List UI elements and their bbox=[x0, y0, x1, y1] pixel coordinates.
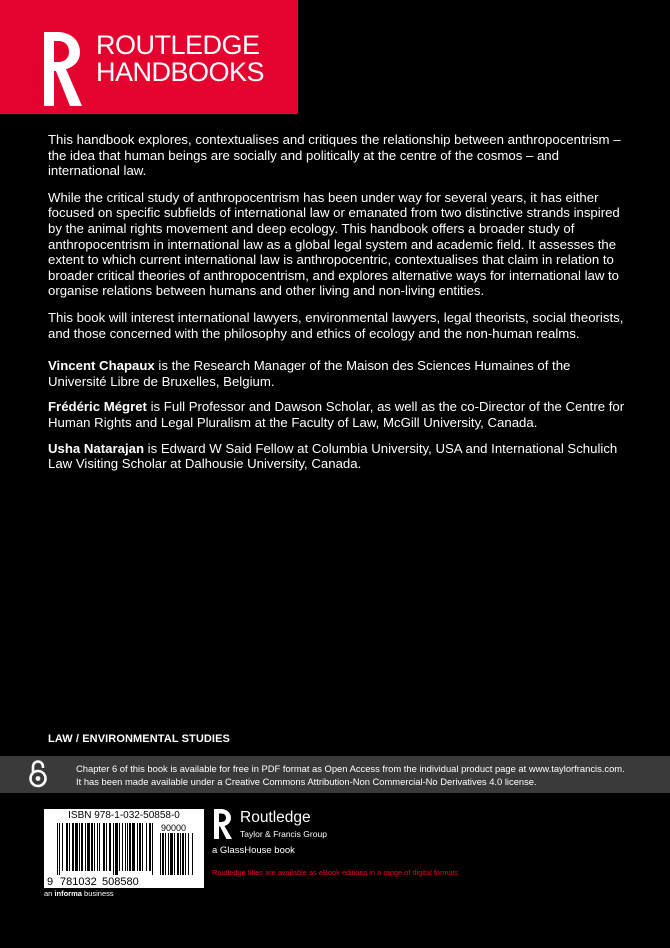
series-banner bbox=[0, 0, 298, 114]
barcode-bar bbox=[115, 823, 118, 875]
author-bio-text: is the Research Manager of the Maison des Sciences Humaines of the Université Libre de Bruxelles, Belgium. bbox=[48, 358, 571, 389]
barcode-bar bbox=[103, 823, 105, 871]
author-bio-text: is Edward W Said Fellow at Columbia University, USA and International Schulich Law Visiting Scholar at Dalhousie University, Canada. bbox=[48, 440, 618, 472]
barcode-addon-bar bbox=[174, 833, 175, 875]
barcode-bar bbox=[109, 823, 111, 871]
barcode-bar bbox=[139, 823, 141, 871]
ebook-availability-note: Routledge titles are available as eBook editions in a range of digital formats bbox=[212, 868, 459, 877]
open-access-icon bbox=[28, 760, 48, 788]
barcode-addon-bar bbox=[192, 833, 193, 875]
informa-tagline bbox=[44, 889, 114, 898]
barcode-bar bbox=[142, 823, 143, 871]
barcode-bar bbox=[62, 823, 63, 871]
barcode-bar bbox=[127, 823, 128, 871]
series-title-line2: HANDBOOKS bbox=[96, 57, 265, 87]
author-bio-2 bbox=[48, 399, 628, 430]
barcode-bar bbox=[113, 823, 114, 875]
subject-category: LAW / ENVIRONMENTAL STUDIES bbox=[48, 733, 230, 745]
barcode-bar bbox=[94, 823, 95, 871]
routledge-logo-icon bbox=[33, 28, 88, 110]
logo-vertical-text: Routledge bbox=[33, 68, 42, 108]
barcode-bar bbox=[79, 823, 80, 871]
barcode-bar bbox=[137, 823, 138, 871]
barcode-addon-bar bbox=[188, 833, 189, 875]
barcode-bar bbox=[69, 823, 70, 871]
barcode-bar bbox=[72, 823, 74, 871]
informa-suffix: business bbox=[81, 889, 114, 898]
barcode-bar bbox=[132, 823, 135, 871]
barcode-bar bbox=[149, 823, 151, 871]
barcode-graphic bbox=[44, 809, 204, 888]
barcode-bar bbox=[146, 823, 147, 871]
author-name: Vincent Chapaux bbox=[48, 358, 155, 374]
barcode-addon-bar bbox=[160, 833, 161, 875]
open-access-line-2: It has been made available under a Creative Commons Attribution-Non Commercial-No Derivatives 4.0 license. bbox=[76, 775, 537, 787]
author-name: Usha Natarajan bbox=[48, 440, 145, 456]
blurb-paragraph-3: This book will interest international lawyers, environmental lawyers, legal theorists, social theorists, and those concerned with the philosophy and ethics of ecology and the non-human realms. bbox=[48, 309, 624, 341]
barcode-bar bbox=[85, 823, 86, 871]
author-bio-text: is Full Professor and Dawson Scholar, as well as the co-Director of the Centre for Human Rights and Legal Pluralism at the Faculty of Law, McGill University, Canada. bbox=[48, 399, 625, 430]
isbn-label: ISBN 978-1-032-50858-0 bbox=[68, 810, 180, 821]
barcode-digits-left: 781032 bbox=[60, 876, 97, 888]
blurb-paragraph-1: This handbook explores, contextualises and critiques the relationship between anthropocentrism – the idea that human beings are socially and politically at the centre of the cosmos – and international law. bbox=[48, 132, 621, 179]
barcode-bar bbox=[122, 823, 123, 871]
blurb-paragraph-2: While the critical study of anthropocentrism has been under way for several years, it has either focused on specific subfields of international law or emanated from two distinctive strands inspired by the animal rights movement and deep ecology. This handbook offers a broader study of anthropocentrism in international law as a global legal system and academic field. It assesses the extent to which current international law is anthropocentric, contextualises that claim in relation to broader critical theories of anthropocentrism, and explores alternative ways for international law to organise relations between humans and other living and non-living entities. bbox=[48, 189, 620, 299]
barcode-bar bbox=[99, 823, 100, 871]
publisher-logo-icon bbox=[212, 808, 234, 840]
series-title bbox=[96, 32, 264, 86]
barcode-bar bbox=[75, 823, 78, 871]
barcode-bar bbox=[129, 823, 131, 871]
author-bio-3 bbox=[48, 441, 628, 472]
barcode-addon-bar bbox=[165, 833, 166, 875]
barcode-bar bbox=[97, 823, 98, 871]
isbn-barcode bbox=[44, 809, 204, 888]
barcode-addon-bar bbox=[170, 833, 173, 875]
open-access-band bbox=[0, 756, 670, 793]
barcode-bar bbox=[119, 823, 120, 871]
barcode-bar bbox=[106, 823, 107, 871]
barcode-bar bbox=[59, 823, 60, 875]
open-access-line-1: Chapter 6 of this book is available for free in PDF format as Open Access from the individual product page at www.taylorfrancis.com. bbox=[76, 763, 625, 774]
barcode-addon-bar bbox=[162, 833, 164, 875]
imprint-name: a GlassHouse book bbox=[212, 845, 295, 856]
barcode-addon-bar bbox=[180, 833, 181, 875]
barcode-addon-bar bbox=[177, 833, 179, 875]
informa-bold: informa bbox=[54, 889, 82, 898]
author-name: Frédéric Mégret bbox=[48, 399, 147, 415]
barcode-digits-right: 508580 bbox=[102, 876, 139, 888]
back-cover-blurb bbox=[48, 132, 628, 482]
barcode-bar bbox=[66, 823, 68, 871]
barcode-addon-bar bbox=[182, 833, 184, 875]
barcode-bar bbox=[87, 823, 90, 871]
barcode-bar bbox=[81, 823, 83, 871]
barcode-bar bbox=[57, 823, 58, 875]
publisher-group: Taylor & Francis Group bbox=[240, 829, 327, 839]
author-bio-1 bbox=[48, 358, 628, 389]
barcode-digit-first: 9 bbox=[47, 876, 54, 888]
barcode-addon-bar bbox=[185, 833, 186, 875]
barcode-addon-bar bbox=[168, 833, 169, 875]
open-access-notice bbox=[76, 763, 625, 788]
informa-prefix: an bbox=[44, 889, 55, 898]
barcode-bar bbox=[125, 823, 126, 871]
barcode-bar bbox=[152, 823, 153, 875]
barcode-bar bbox=[91, 823, 93, 871]
barcode-addon-digits: 90000 bbox=[161, 823, 187, 833]
series-title-line1: ROUTLEDGE bbox=[96, 30, 260, 60]
publisher-name: Routledge bbox=[240, 809, 311, 826]
